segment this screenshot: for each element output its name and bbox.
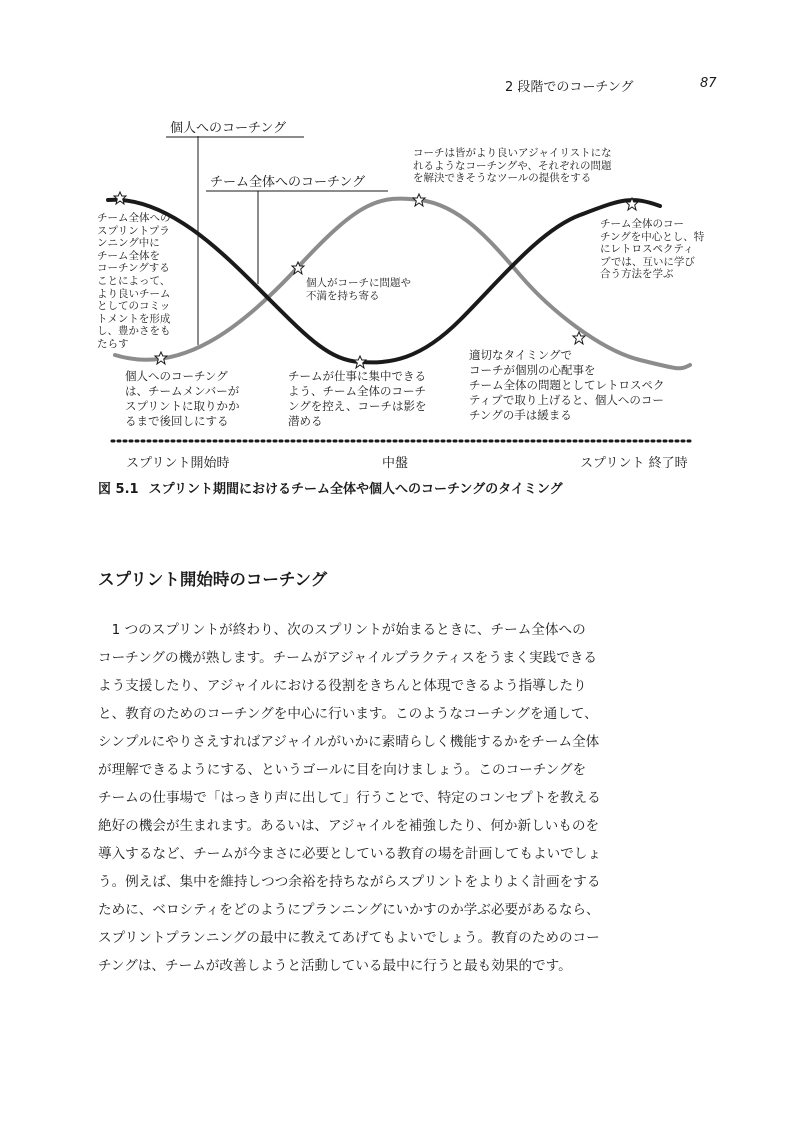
body-line: コーチングの機が熟します。チームがアジャイルプラクティスをうまく実践できる (98, 650, 598, 666)
note-line: ブでは、互いに学び (600, 255, 695, 268)
figure-caption (98, 478, 563, 497)
note-line: 適切なタイミングで (469, 348, 573, 362)
note-bottom-center (288, 369, 426, 429)
figure-5-1 (0, 0, 799, 500)
note-line: たらす (97, 337, 129, 350)
body-line: 1 つのスプリントが終わり、次のスプリントが始まるときに、チーム全体への (98, 622, 586, 638)
body-line: チームの仕事場で「はっきり声に出して」行うことで、特定のコンセプトを教える (98, 790, 601, 806)
note-line: よう、チーム全体のコーチ (288, 384, 426, 398)
note-line: コーチは皆がより良いアジャイリストにな (413, 147, 612, 159)
figure-caption-text: スプリント期間におけるチーム全体や個人へのコーチングのタイミング (148, 482, 563, 497)
body-line: よう支援したり、アジャイルにおける役割をきちんと体現できるよう指導したり (98, 678, 587, 694)
note-line: チーム全体を (97, 249, 160, 262)
note-line: 不満を持ち寄る (306, 289, 380, 302)
note-line: れるようなコーチングや、それぞれの問題 (413, 159, 612, 172)
individual-coaching-label: 個人へのコーチング (170, 121, 287, 136)
note-line: チングを中心とし、特 (600, 230, 705, 243)
note-line: スプリントプラ (97, 224, 170, 237)
body-line: シンプルにやりさえすればアジャイルがいかに素晴らしく機能するかをチーム全体 (98, 734, 600, 750)
axis-label-end: スプリント 終了時 (580, 456, 688, 471)
body-line: 絶好の機会が生まれます。あるいは、アジャイルを補強したり、何か新しいものを (98, 818, 600, 834)
body-line: が理解できるようにする、というゴールに目を向けましょう。このコーチングを (98, 762, 587, 778)
body-line: チングは、チームが改善しようと活動している最中に行うと最も効果的です。 (98, 958, 572, 974)
team-coaching-label: チーム全体へのコーチング (210, 175, 366, 190)
section-heading: スプリント開始時のコーチング (98, 570, 328, 589)
note-line: にレトロスペクティ (600, 243, 694, 256)
note-line: るまで後回しにする (125, 414, 229, 428)
note-top-center (413, 147, 612, 185)
figure-caption-number: 図 5.1 (98, 482, 139, 497)
note-center-mid (306, 277, 411, 302)
note-line: 合う方法を学ぶ (600, 268, 674, 281)
body-line: う。例えば、集中を維持しつつ余裕を持ちながらスプリントをよりよく計画をする (98, 874, 601, 890)
note-line: チングの手は緩まる (469, 408, 572, 422)
note-line: スプリントに取りかか (125, 399, 240, 413)
note-line: より良いチーム (97, 287, 171, 300)
note-line: コーチングする (97, 262, 170, 275)
note-bottom-left (125, 369, 240, 429)
body-paragraph (98, 616, 720, 980)
page-number: 87 (700, 76, 717, 91)
note-line: チームが仕事に集中できる (288, 369, 426, 383)
note-line: ンニング中に (97, 237, 160, 250)
running-header-title: 2 段階でのコーチング (505, 80, 634, 95)
note-right-top (600, 218, 704, 281)
note-line: 個人へのコーチング (125, 369, 228, 383)
body-line: 導入するなど、チームが今まさに必要としている教育の場を計画してもよいでしょ (98, 846, 601, 862)
note-line: としてのコミッ (97, 300, 171, 313)
axis-label-start: スプリント開始時 (126, 456, 230, 471)
note-line: チーム全体のコー (600, 218, 684, 230)
body-line: ために、ベロシティをどのようにプランニングにいかすのか学ぶ必要があるなら、 (98, 902, 600, 918)
note-bottom-right (469, 348, 665, 423)
note-line: チーム全体への (97, 212, 171, 224)
note-line: 個人がコーチに問題や (306, 277, 411, 289)
note-line: ティブで取り上げると、個人へのコー (469, 393, 664, 407)
note-line: ことによって、 (97, 274, 171, 287)
note-line: し、豊かさをも (97, 325, 171, 338)
note-line: ングを控え、コーチは影を (288, 399, 427, 413)
star-marker-icon (354, 356, 366, 368)
body-line: スプリントプランニングの最中に教えてあげてもよいでしょう。教育のためのコー (98, 930, 600, 946)
star-marker-icon (155, 352, 167, 364)
note-left (97, 212, 171, 351)
note-line: トメントを形成 (97, 312, 171, 325)
star-marker-icon (413, 194, 425, 206)
note-line: コーチが個別の心配事を (469, 363, 596, 377)
note-line: 潜める (288, 414, 323, 428)
body-line: と、教育のためのコーチングを中心に行います。このようなコーチングを通して、 (98, 706, 598, 722)
axis-label-middle: 中盤 (382, 456, 409, 471)
note-line: は、チームメンバーが (125, 384, 240, 398)
note-line: を解決できそうなツールの提供をする (413, 172, 592, 185)
note-line: チーム全体の問題としてレトロスペク (469, 378, 665, 392)
